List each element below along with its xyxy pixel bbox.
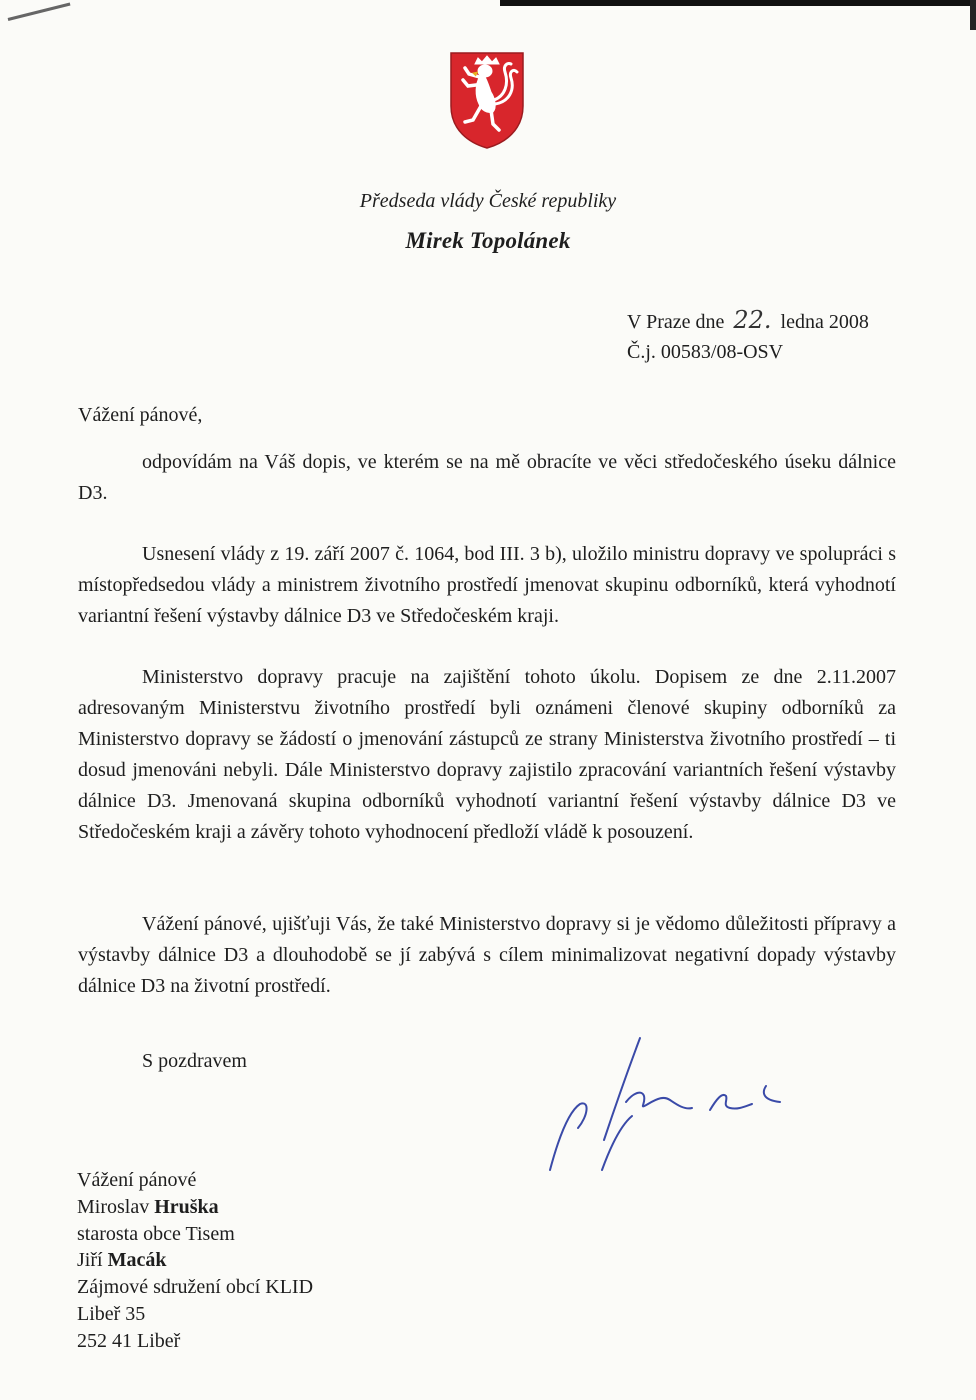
reference-number: Č.j. 00583/08-OSV	[627, 341, 784, 363]
sender-role: Předseda vlády České republiky	[359, 190, 617, 212]
scan-edge-right	[970, 0, 976, 30]
paragraph-2: Usnesení vlády z 19. září 2007 č. 1064, bod III. 3 b), uložilo ministru dopravy ve spolupráci s místopředsedou vlády a ministrem životního prostředí jmenovat skupinu odborníků, která vyhodnotí variantní řešení výstavby dálnice D3 ve Středočeském kraji.	[78, 543, 896, 627]
date-suffix: ledna 2008	[780, 311, 869, 333]
sender-name: Mirek Topolánek	[405, 228, 571, 253]
scan-edge-top	[500, 0, 976, 6]
recipient-salutation: Vážení pánové	[77, 1169, 197, 1191]
recipient-organization: Zájmové sdružení obcí KLID	[77, 1276, 314, 1298]
signature	[540, 1030, 800, 1180]
salutation: Vážení pánové,	[78, 404, 203, 426]
recipient-person-2	[77, 1248, 166, 1272]
date-line	[627, 308, 869, 334]
recipient-person-1-title: starosta obce Tisem	[77, 1223, 235, 1245]
closing: S pozdravem	[142, 1050, 247, 1072]
recipient-city: 252 41 Libeř	[77, 1330, 181, 1352]
scan-mark	[8, 3, 71, 21]
date-day-handwritten: 22.	[733, 306, 772, 334]
recipient-person-1-last: Hruška	[154, 1196, 219, 1218]
date-prefix: V Praze dne	[627, 311, 725, 333]
recipient-person-1	[77, 1195, 219, 1219]
coat-of-arms-icon	[447, 50, 527, 150]
recipient-person-2-last: Macák	[107, 1249, 167, 1271]
recipient-person-1-first: Miroslav	[77, 1196, 150, 1218]
paragraph-3: Ministerstvo dopravy pracuje na zajištění tohoto úkolu. Dopisem ze dne 2.11.2007 adresovaným Ministerstvu životního prostředí byli oznámeni členové skupiny odborníků za Ministerstvo dopravy se žádostí o jmenování zástupců ze strany Ministerstva životního prostředí – ti dosud jmenováni nebyli. Dále Ministerstvo dopravy zajistilo zpracování variantních řešení výstavby dálnice D3. Jmenovaná skupina odborníků vyhodnotí variantní řešení výstavby dálnice D3 ve Středočeském kraji a závěry tohoto vyhodnocení předloží vládě k posouzení.	[78, 666, 896, 843]
recipient-street: Libeř 35	[77, 1303, 146, 1325]
paragraph-1: odpovídám na Váš dopis, ve kterém se na mě obracíte ve věci středočeského úseku dálnice D3.	[78, 451, 896, 504]
recipient-person-2-first: Jiří	[77, 1249, 103, 1271]
paragraph-4: Vážení pánové, ujišťuji Vás, že také Ministerstvo dopravy si je vědomo důležitosti přípravy a výstavby dálnice D3 a dlouhodobě se jí zabývá s cílem minimalizovat negativní dopady výstavby dálnice D3 na životní prostředí.	[78, 913, 896, 997]
